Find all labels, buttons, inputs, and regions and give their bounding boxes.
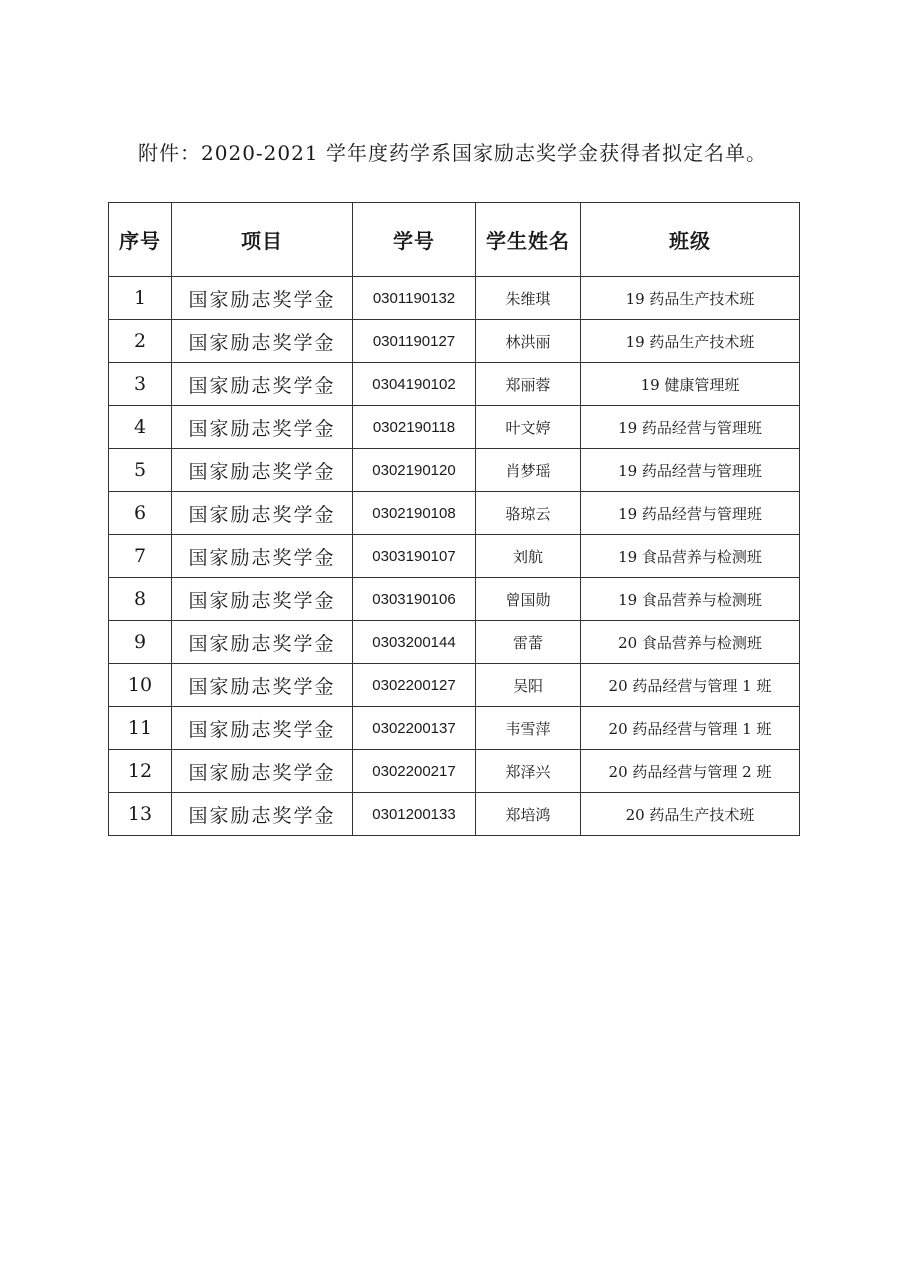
cell-student-name: 曾国勋 (476, 578, 581, 621)
cell-seq: 5 (109, 449, 172, 492)
table-row (109, 621, 800, 664)
cell-student-id: 0303190106 (353, 578, 476, 621)
cell-class: 20 药品经营与管理 2 班 (581, 750, 800, 793)
cell-student-id: 0301200133 (353, 793, 476, 836)
cell-seq: 4 (109, 406, 172, 449)
table-row (109, 664, 800, 707)
table-header-row (109, 203, 800, 277)
header-student-id: 学号 (353, 203, 476, 277)
cell-item: 国家励志奖学金 (172, 707, 353, 750)
cell-class: 19 健康管理班 (581, 363, 800, 406)
cell-class: 19 药品生产技术班 (581, 277, 800, 320)
cell-class: 19 药品经营与管理班 (581, 449, 800, 492)
cell-seq: 2 (109, 320, 172, 363)
cell-student-id: 0303190107 (353, 535, 476, 578)
cell-seq: 7 (109, 535, 172, 578)
cell-student-name: 郑培鸿 (476, 793, 581, 836)
cell-student-name: 林洪丽 (476, 320, 581, 363)
cell-student-id: 0301190127 (353, 320, 476, 363)
cell-seq: 1 (109, 277, 172, 320)
cell-seq: 8 (109, 578, 172, 621)
cell-class: 19 药品经营与管理班 (581, 406, 800, 449)
header-student-name: 学生姓名 (476, 203, 581, 277)
cell-student-name: 韦雪萍 (476, 707, 581, 750)
cell-student-id: 0302190118 (353, 406, 476, 449)
cell-item: 国家励志奖学金 (172, 320, 353, 363)
cell-student-name: 朱维琪 (476, 277, 581, 320)
cell-item: 国家励志奖学金 (172, 621, 353, 664)
cell-class: 20 药品生产技术班 (581, 793, 800, 836)
cell-student-name: 郑丽蓉 (476, 363, 581, 406)
cell-student-id: 0303200144 (353, 621, 476, 664)
cell-item: 国家励志奖学金 (172, 277, 353, 320)
cell-item: 国家励志奖学金 (172, 664, 353, 707)
table-row (109, 535, 800, 578)
header-class: 班级 (581, 203, 800, 277)
table-row (109, 406, 800, 449)
cell-seq: 13 (109, 793, 172, 836)
cell-item: 国家励志奖学金 (172, 492, 353, 535)
cell-student-name: 骆琼云 (476, 492, 581, 535)
cell-item: 国家励志奖学金 (172, 750, 353, 793)
cell-seq: 10 (109, 664, 172, 707)
cell-item: 国家励志奖学金 (172, 578, 353, 621)
table-row (109, 707, 800, 750)
table-row (109, 320, 800, 363)
cell-student-name: 吴阳 (476, 664, 581, 707)
cell-class: 20 药品经营与管理 1 班 (581, 664, 800, 707)
table-row (109, 750, 800, 793)
cell-class: 19 食品营养与检测班 (581, 578, 800, 621)
cell-seq: 6 (109, 492, 172, 535)
cell-item: 国家励志奖学金 (172, 406, 353, 449)
cell-item: 国家励志奖学金 (172, 449, 353, 492)
document-title: 附件：2020-2021 学年度药学系国家励志奖学金获得者拟定名单。 (138, 141, 767, 165)
table-row (109, 578, 800, 621)
cell-student-name: 叶文婷 (476, 406, 581, 449)
cell-student-id: 0302200127 (353, 664, 476, 707)
cell-class: 19 药品生产技术班 (581, 320, 800, 363)
table-row (109, 363, 800, 406)
table-row (109, 793, 800, 836)
cell-student-name: 刘航 (476, 535, 581, 578)
cell-seq: 11 (109, 707, 172, 750)
cell-seq: 9 (109, 621, 172, 664)
cell-seq: 12 (109, 750, 172, 793)
cell-item: 国家励志奖学金 (172, 363, 353, 406)
cell-student-id: 0302200217 (353, 750, 476, 793)
cell-class: 20 药品经营与管理 1 班 (581, 707, 800, 750)
cell-seq: 3 (109, 363, 172, 406)
cell-student-id: 0302190120 (353, 449, 476, 492)
cell-student-id: 0301190132 (353, 277, 476, 320)
header-seq: 序号 (109, 203, 172, 277)
cell-student-id: 0302200137 (353, 707, 476, 750)
table-row (109, 449, 800, 492)
header-item: 项目 (172, 203, 353, 277)
cell-student-name: 郑泽兴 (476, 750, 581, 793)
table-row (109, 492, 800, 535)
cell-class: 19 药品经营与管理班 (581, 492, 800, 535)
cell-student-name: 肖梦瑶 (476, 449, 581, 492)
scholarship-table (108, 202, 800, 836)
cell-student-id: 0304190102 (353, 363, 476, 406)
cell-student-id: 0302190108 (353, 492, 476, 535)
cell-class: 20 食品营养与检测班 (581, 621, 800, 664)
cell-item: 国家励志奖学金 (172, 535, 353, 578)
cell-student-name: 雷蕾 (476, 621, 581, 664)
table-row (109, 277, 800, 320)
cell-class: 19 食品营养与检测班 (581, 535, 800, 578)
cell-item: 国家励志奖学金 (172, 793, 353, 836)
